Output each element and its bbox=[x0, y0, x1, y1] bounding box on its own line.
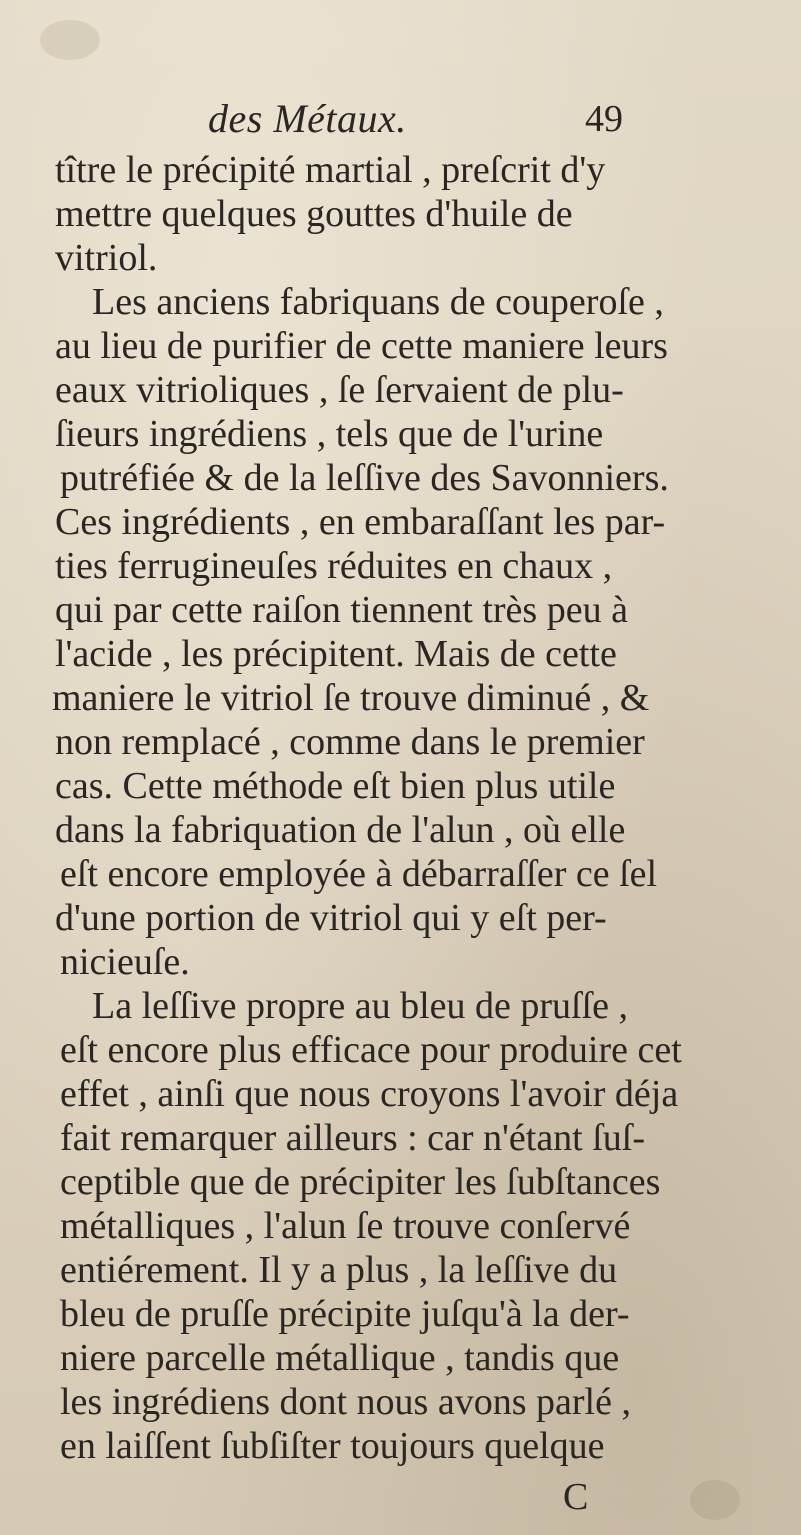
text-line: Les anciens fabriquans de couperoſe , bbox=[92, 281, 664, 323]
text-line: métalliques , l'alun ſe trouve conſervé bbox=[60, 1205, 631, 1247]
text-line: ceptible que de précipiter les ſubſtances bbox=[60, 1161, 661, 1203]
text-line: Ces ingrédients , en embaraſſant les par- bbox=[55, 501, 666, 543]
text-line: dans la fabriquation de l'alun , où elle bbox=[55, 809, 626, 851]
text-line: nicieuſe. bbox=[60, 941, 190, 983]
signature-mark: C bbox=[563, 1476, 589, 1518]
paper-stain bbox=[690, 1480, 740, 1520]
text-line: eſt encore employée à débarraſſer ce ſel bbox=[60, 853, 658, 895]
text-line: les ingrédiens dont nous avons parlé , bbox=[60, 1381, 631, 1423]
text-line: La leſſive propre au bleu de pruſſe , bbox=[92, 985, 629, 1027]
text-line: bleu de pruſſe précipite juſqu'à la der- bbox=[60, 1293, 630, 1335]
text-line: entiérement. Il y a plus , la leſſive du bbox=[60, 1249, 618, 1291]
text-line: mettre quelques gouttes d'huile de bbox=[55, 193, 573, 235]
text-line: eſt encore plus efficace pour produire cet bbox=[60, 1029, 682, 1071]
page-number: 49 bbox=[585, 98, 623, 140]
text-line: putréfiée & de la leſſive des Savonniers. bbox=[60, 457, 669, 499]
text-line: maniere le vitriol ſe trouve diminué , & bbox=[52, 677, 650, 719]
running-title: des Métaux. bbox=[208, 96, 407, 141]
page-header bbox=[0, 95, 801, 145]
paper-stain bbox=[40, 20, 100, 60]
text-line: non remplacé , comme dans le premier bbox=[55, 721, 645, 763]
text-line: cas. Cette méthode eſt bien plus utile bbox=[55, 765, 616, 807]
text-line: ties ferrugineuſes réduites en chaux , bbox=[55, 545, 613, 587]
text-line: au lieu de purifier de cette maniere leurs bbox=[55, 325, 668, 367]
text-line: fait remarquer ailleurs : car n'étant ſuſ- bbox=[60, 1117, 646, 1159]
text-line: en laiſſent ſubſiſter toujours quelque bbox=[60, 1425, 605, 1467]
text-line: qui par cette raiſon tiennent très peu à bbox=[55, 589, 628, 631]
text-line: vitriol. bbox=[55, 237, 158, 279]
text-line: effet , ainſi que nous croyons l'avoir déja bbox=[60, 1073, 679, 1115]
text-line: eaux vitrioliques , ſe ſervaient de plu- bbox=[55, 369, 624, 411]
text-line: niere parcelle métallique , tandis que bbox=[60, 1337, 620, 1379]
text-line: d'une portion de vitriol qui y eſt per- bbox=[55, 897, 607, 939]
text-line: tître le précipité martial , preſcrit d'y bbox=[55, 149, 606, 191]
text-line: l'acide , les précipitent. Mais de cette bbox=[55, 633, 617, 675]
text-line: ſieurs ingrédiens , tels que de l'urine bbox=[55, 413, 604, 455]
